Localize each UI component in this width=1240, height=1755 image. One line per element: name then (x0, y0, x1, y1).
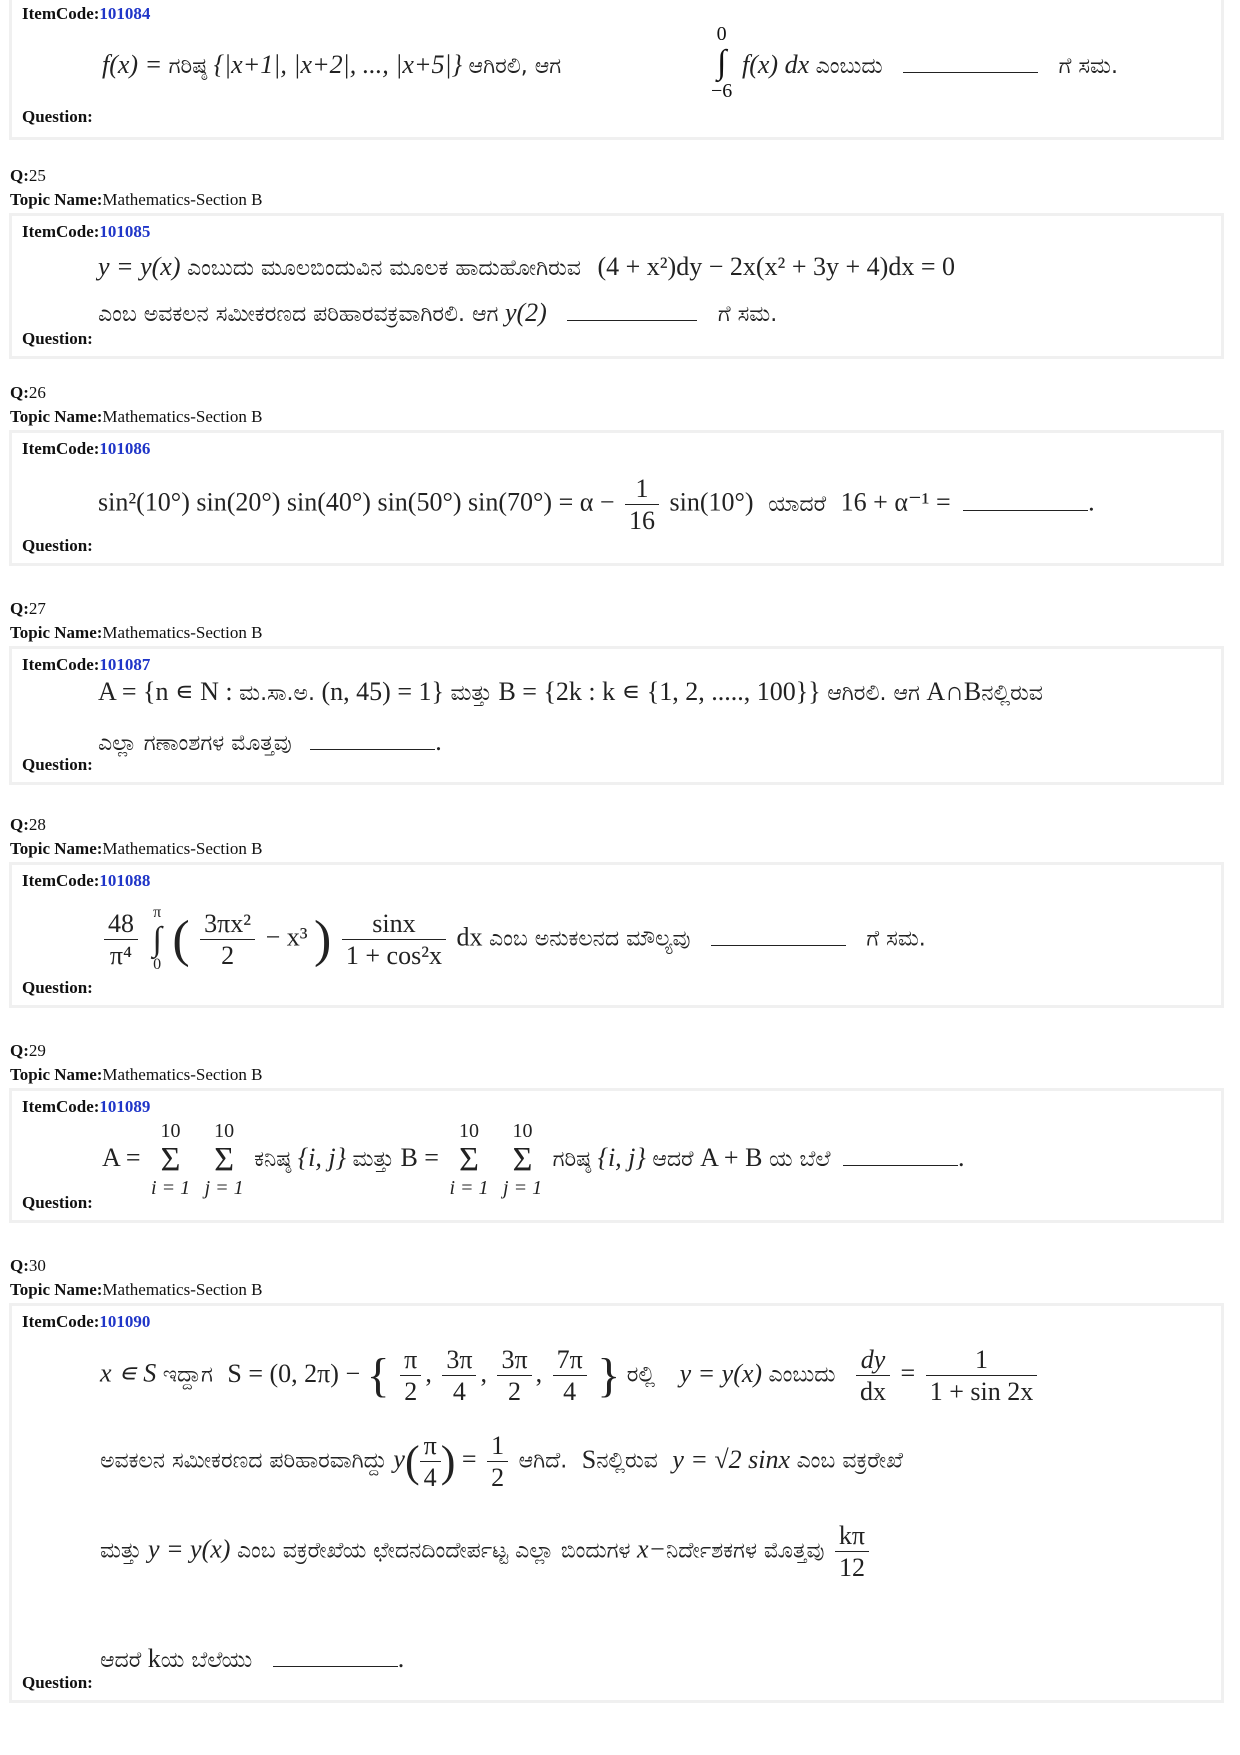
question-card-101084 (9, 0, 1224, 140)
question-number: Q:28 (10, 815, 46, 834)
question-label: Question: (22, 107, 93, 126)
question-line-4: ಆದರೆ kಯ ಬೆಲೆಯು . (100, 1644, 405, 1673)
integral-sign: 0 ∫ −6 (711, 23, 733, 102)
item-code: ItemCode:101090 (22, 1312, 151, 1331)
question-label: Question: (22, 1193, 93, 1212)
question-number: Q:30 (10, 1256, 46, 1275)
question-label: Question: (22, 536, 93, 555)
topic-name: Topic Name:Mathematics-Section B (10, 623, 263, 642)
item-code: ItemCode:101087 (22, 655, 151, 674)
topic-name: Topic Name:Mathematics-Section B (10, 1065, 263, 1084)
question-text: $\frac{48}{\text{π⁴}}$ π ∫ 0 ( $\frac{\text{3πx²}}{2}$ − x³ ) $\frac{\sin x}{\text{1 + cos²x}}$ dx ಎಂಬ ಅನುಕಲನದ ಮೌಲ್ಯವು ಗೆ ಸಮ. (100, 905, 926, 974)
topic-name: Topic Name:Mathematics-Section B (10, 190, 263, 209)
question-card-101090 (9, 1303, 1224, 1703)
question-card-101089 (9, 1088, 1224, 1223)
question-card-101085 (9, 213, 1224, 359)
question-number: Q:26 (10, 383, 46, 402)
question-number: Q:29 (10, 1041, 46, 1060)
question-text: A = 10 Σ i = 1 10 Σ j = 1 ಕನಿಷ್ಠ {i, j} ಮತ್ತು B = 10 Σ i = 1 10 Σ j = 1 ಗರಿಷ್ಠ {i, j} ಆದರೆ A + B ಯ ಬೆಲೆ . (102, 1120, 965, 1199)
item-code: ItemCode:101088 (22, 871, 151, 890)
question-label: Question: (22, 755, 93, 774)
question-card-101087 (9, 646, 1224, 785)
topic-name: Topic Name:Mathematics-Section B (10, 1280, 263, 1299)
question-line-1: A = {n ∊ N : ಮ.ಸಾ.ಅ. (n, 45) = 1} ಮತ್ತು B = {2k : k ∊ {1, 2, ....., 100}} ಆಗಿರಲಿ. ಆಗ A∩Bನಲ್ಲಿರುವ (98, 677, 1043, 706)
item-code: ItemCode:101086 (22, 439, 151, 458)
question-line-2: ಅವಕಲನ ಸಮೀಕರಣದ ಪರಿಹಾರವಾಗಿದ್ದು y( $\frac{\pi}{4}$ ) = $\frac{1}{2}$ ಆಗಿದೆ. Sನಲ್ಲಿರುವ y = √2 sinx ಎಂಬ ವಕ್ರರೇಖೆ (100, 1431, 904, 1493)
topic-name: Topic Name:Mathematics-Section B (10, 839, 263, 858)
item-code: ItemCode:101085 (22, 222, 151, 241)
question-number: Q:27 (10, 599, 46, 618)
question-text: f(x) = ಗರಿಷ್ಠ {|x+1|, |x+2|, ..., |x+5|} ಆಗಿರಲಿ, ಆಗ (102, 50, 562, 79)
question-line-2: ಎಂಬ ಅವಕಲನ ಸಮೀಕರಣದ ಪರಿಹಾರವಕ್ರವಾಗಿರಲಿ. ಆಗ y(2) ಗೆ ಸಮ. (98, 298, 778, 327)
question-card-101088 (9, 862, 1224, 1008)
question-line-2: ಎಲ್ಲಾ ಗಣಾಂಶಗಳ ಮೊತ್ತವು . (98, 727, 442, 756)
item-code: ItemCode:101089 (22, 1097, 151, 1116)
question-label: Question: (22, 1673, 93, 1692)
topic-name: Topic Name:Mathematics-Section B (10, 407, 263, 426)
question-text-tail: f(x) dx ಎಂಬುದು ಗೆ ಸಮ. (742, 50, 1118, 79)
question-line-1: y = y(x) ಎಂಬುದು ಮೂಲಬಿಂದುವಿನ ಮೂಲಕ ಹಾದುಹೋಗಿರುವ (4 + x²)dy − 2x(x² + 3y + 4)dx = 0 (98, 252, 955, 281)
question-line-3: ಮತ್ತು y = y(x) ಎಂಬ ವಕ್ರರೇಖೆಯ ಛೇದನದಿಂದೇರ್ಪಟ್ಟ ಎಲ್ಲಾ ಬಿಂದುಗಳ x−ನಿರ್ದೇಶಕಗಳ ಮೊತ್ತವು $\frac{k\pi}{12}$ (100, 1520, 873, 1583)
question-card-101086 (9, 430, 1224, 566)
question-text: sin²(10°) sin(20°) sin(40°) sin(50°) sin(70°) = α − $\frac{1}{16}$ sin(10°) ಯಾದರೆ 16 + α⁻¹ = . (98, 474, 1095, 536)
item-code: ItemCode:101084 (22, 4, 151, 23)
question-label: Question: (22, 978, 93, 997)
question-label: Question: (22, 329, 93, 348)
question-number: Q:25 (10, 166, 46, 185)
question-line-1: x ∊ S ಇದ್ದಾಗ S = (0, 2π) − { $\frac{\pi}{2}$ , $\frac{3\pi}{4}$ , $\frac{3\pi}{2}$ , $\frac{7\pi}{4}$ } ರಲ್ಲಿ y = y(x) ಎಂಬುದು $\frac{dy}{dx}$ = $\frac{1}{1 + \sin 2x}$ (100, 1344, 1041, 1407)
